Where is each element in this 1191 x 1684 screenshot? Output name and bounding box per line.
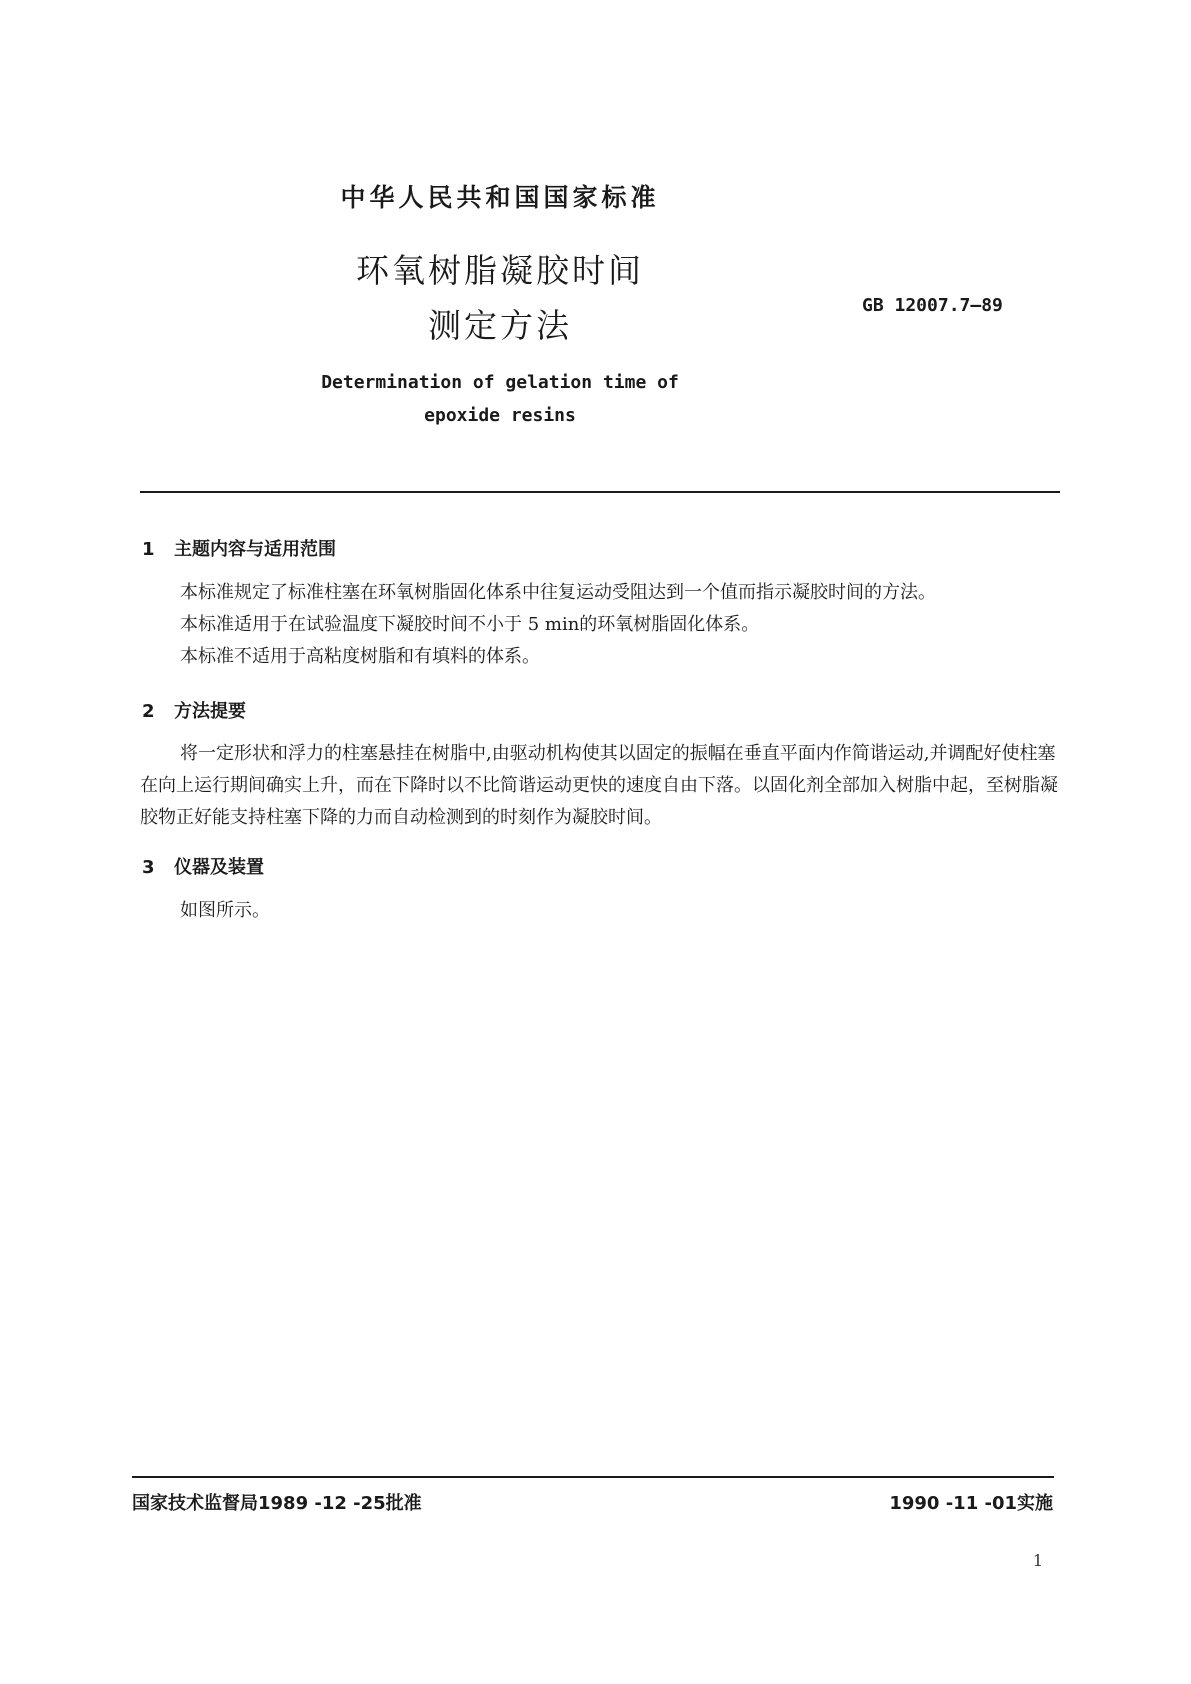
english-title-line2: epoxide resins: [424, 405, 576, 426]
standard-title-line1: 环氧树脂凝胶时间: [356, 251, 644, 290]
standard-title-line2: 测定方法: [428, 306, 572, 345]
implementation-date: 1990 -11 -01实施: [889, 1493, 1053, 1514]
section-1-paragraph-2: 本标准适用于在试验温度下凝胶时间不小于 5 min的环氧树脂固化体系。: [180, 614, 760, 635]
section-1-paragraph-3: 本标准不适用于高粘度树脂和有填料的体系。: [180, 646, 540, 667]
section-1-paragraph-1: 本标准规定了标准柱塞在环氧树脂固化体系中往复运动受阻达到一个值而指示凝胶时间的方法。: [180, 582, 936, 603]
section-number: 3: [142, 857, 155, 878]
header-divider: [140, 491, 1060, 493]
standard-code: GB 12007.7—89: [862, 295, 1003, 316]
section-title: 仪器及装置: [174, 857, 264, 878]
section-2-heading: [142, 697, 246, 723]
footer-divider: [132, 1476, 1054, 1478]
section-1-heading: [142, 535, 336, 561]
section-number: 1: [142, 539, 155, 560]
section-3-paragraph-1: 如图所示。: [180, 900, 270, 921]
section-title: 主题内容与适用范围: [174, 539, 336, 560]
section-title: 方法提要: [174, 701, 246, 722]
section-2-paragraph-1: 将一定形状和浮力的柱塞悬挂在树脂中,由驱动机构使其以固定的振幅在垂直平面内作简谐运动,并调配好使柱塞在向上运行期间确实上升，而在下降时以不比简谐运动更快的速度自由下落。以固化剂全部加入树脂中起，至树脂凝胶物正好能支持柱塞下降的力而自动检测到的时刻作为凝胶时间。: [140, 743, 1058, 828]
section-number: 2: [142, 701, 155, 722]
section-3-heading: [142, 853, 264, 879]
national-standard-label: 中华人民共和国国家标准: [340, 183, 660, 212]
approval-date: 国家技术监督局1989 -12 -25批准: [132, 1493, 422, 1514]
page-number: 1: [1032, 1551, 1043, 1570]
english-title-line1: Determination of gelation time of: [321, 372, 679, 393]
